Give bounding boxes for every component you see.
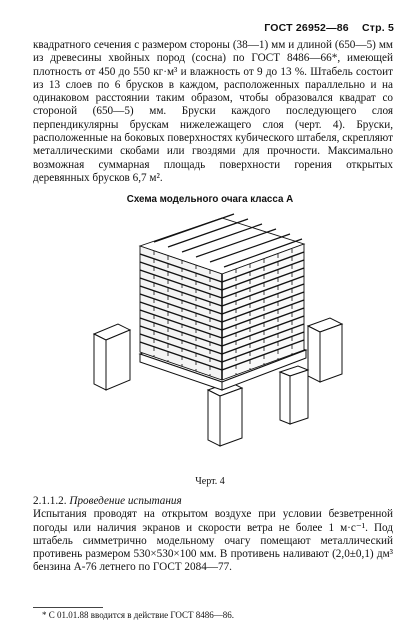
paragraph: квадратного сечения с размером стороны (38—1) мм и длиной (650—5) мм из древесины хвойных пород (сосна) по ГОСТ 8486—66*, имеющей плотность от 450 до 550 кг·м³ и влажность от 9 до 13 %. Штабель состоит из 13 слоев по 6 брусков в каждом, расположенных параллельно и на одинаковом расстоянии таким образом, чтобы образовался квадрат со стороной (650—5) мм. Бруски каждого последующего слоя перпендикулярны брускам нижележащего слоя (черт. 4). Бруски, расположенные на боковых поверхностях кубического штабеля, скрепляют металлическими скобами или гвоздями для прочности. Максимально возможная суммарная площадь поверхности горения открытых деревянных брусков 6,7 м². [33,39,394,184]
footnote-divider [33,607,103,608]
section-title: Проведение испытания [69,495,182,507]
footnote: * С 01.01.88 вводится в действие ГОСТ 8486—86. [42,610,234,620]
wood-crib [140,214,304,380]
section-heading [33,495,393,508]
figure-label: Черт. 4 [195,476,225,487]
figure-caption: Схема модельного очага класса А [126,194,294,205]
section-text: Испытания проводят на открытом воздухе при условии безветренной погоды или наличия экранов и скорости ветра не более 1 м·с⁻¹. Под штабель симметрично модельному очагу помещают металлический противень размером 530×530×100 мм. В противень наливают (2,0±0,1) дм³ бензина А-76 летнего по ГОСТ 2084—77. [33,508,393,574]
crib-drawing [84,212,344,477]
page-header [254,22,394,34]
standard-number: ГОСТ 26952—86 [264,22,349,34]
body-text [33,39,393,185]
page-number: Стр. 5 [361,22,394,34]
section-number: 2.1.1.2. [33,495,67,507]
model-fire-diagram [84,212,344,477]
section-2-1-1-2 [33,495,393,575]
